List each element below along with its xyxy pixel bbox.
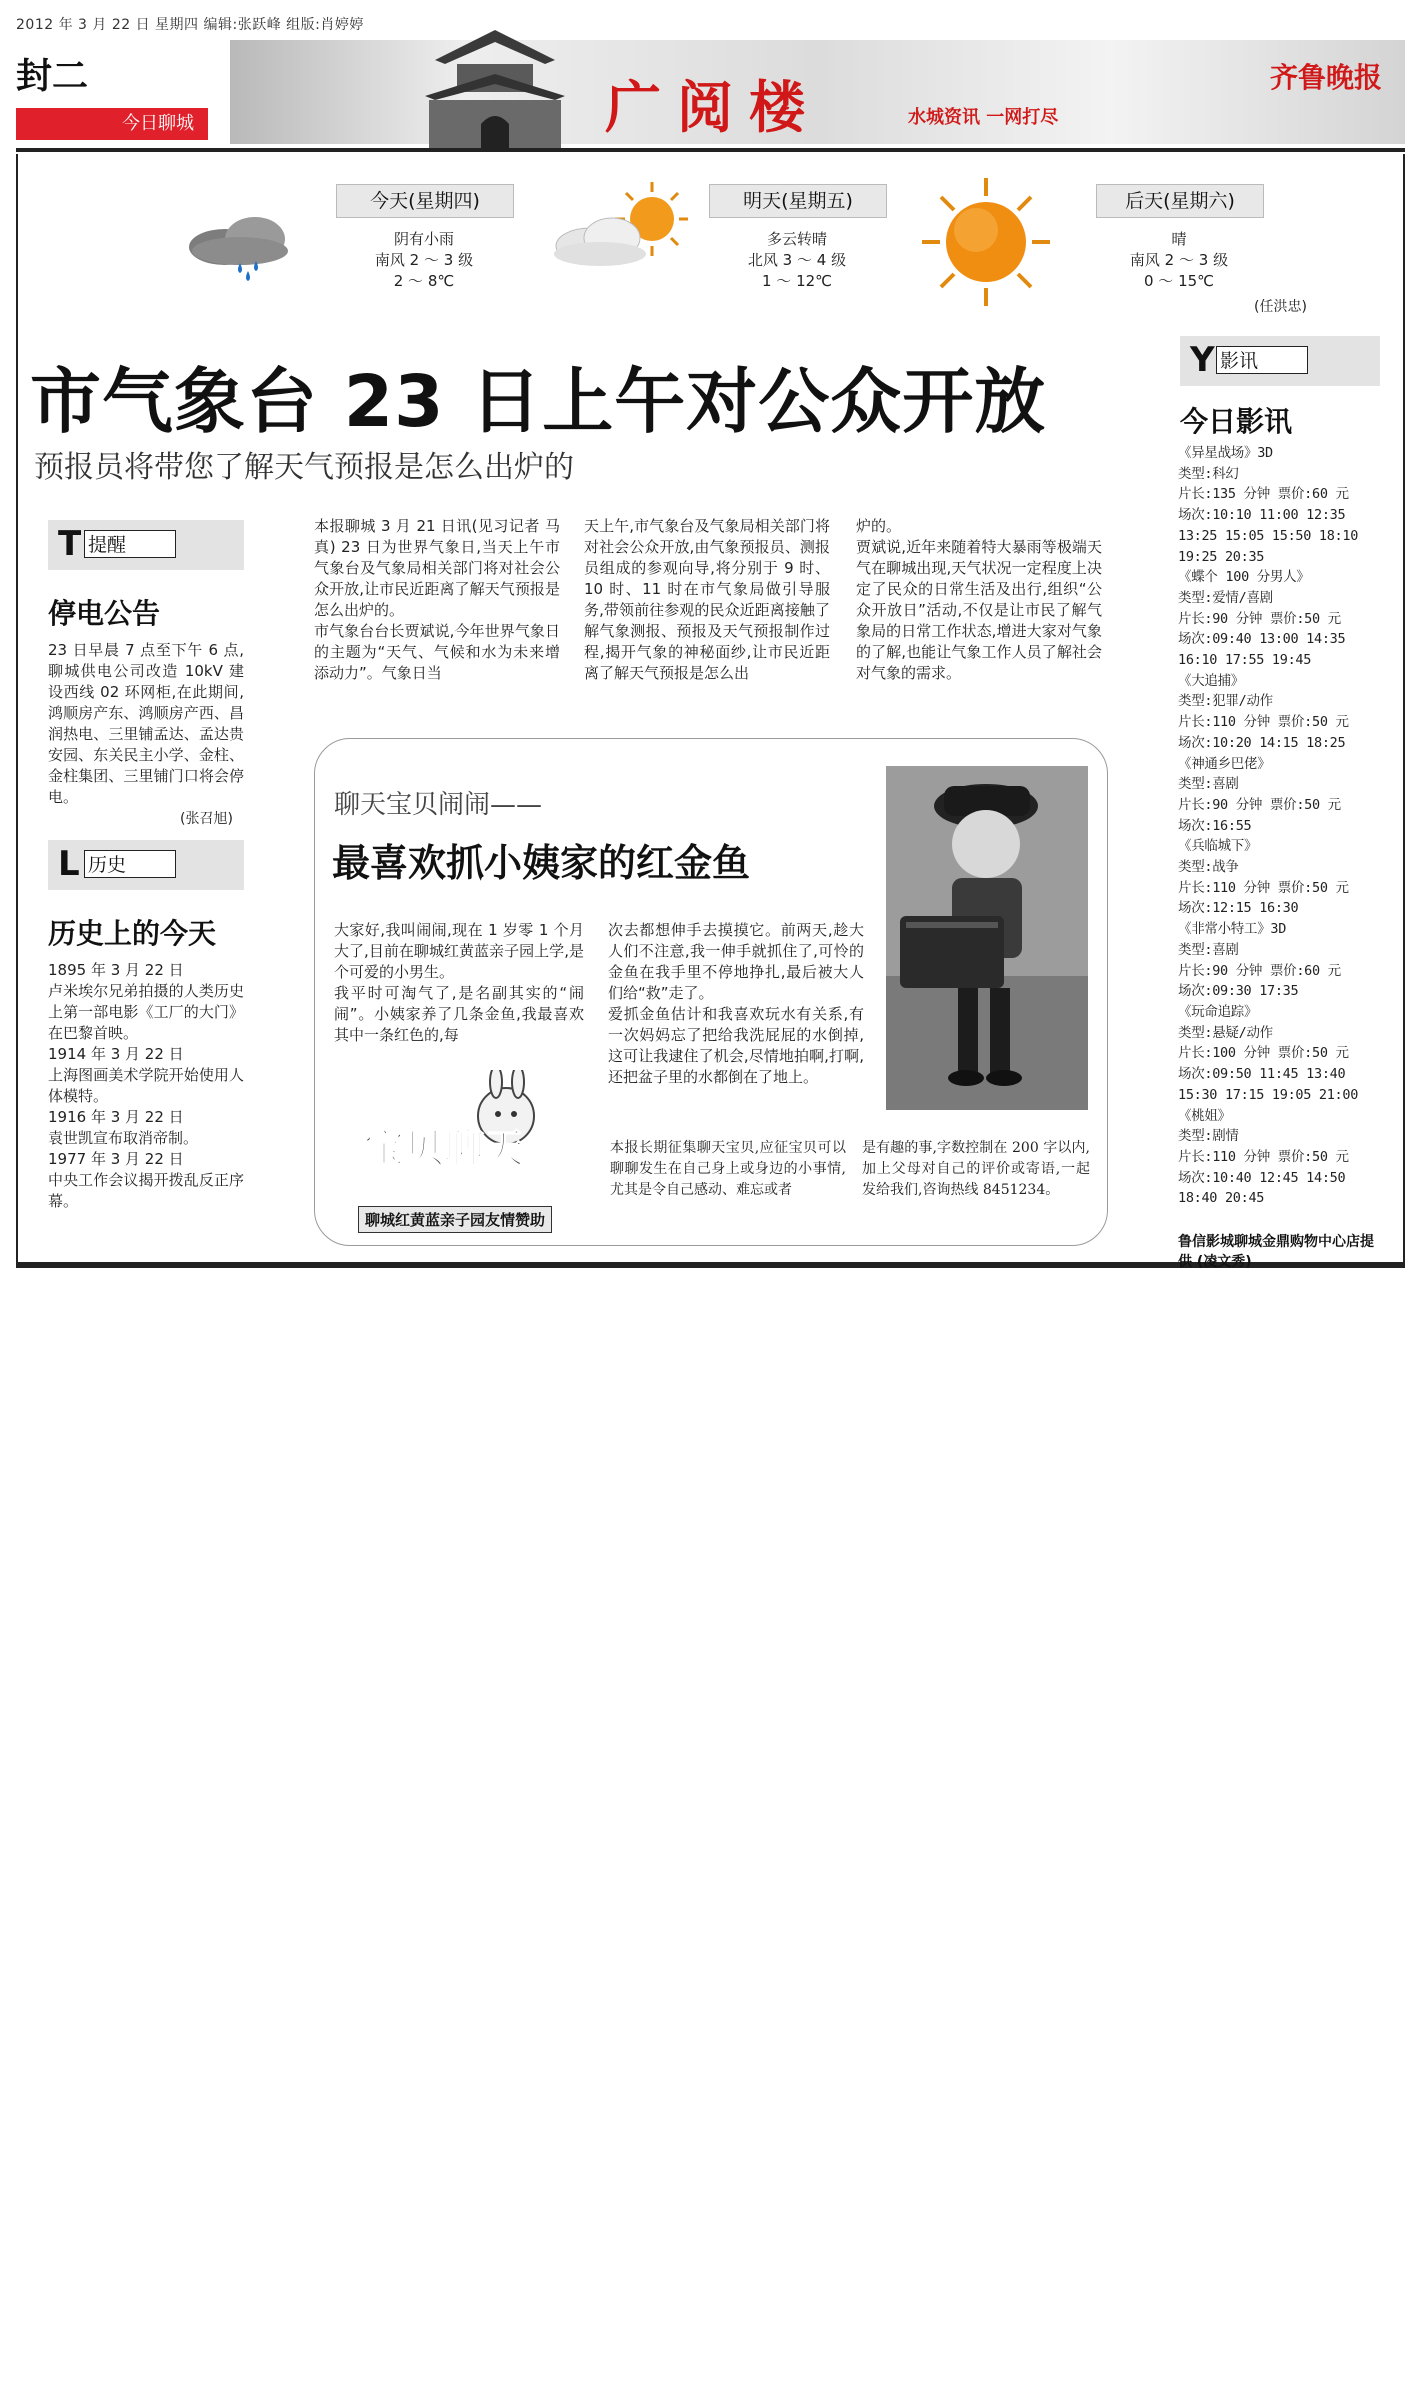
article-column-3: 炉的。 贾斌说,近年来随着特大暴雨等极端天气在聊城出现,天气状况一定程度上决定了民众的日常生活及出行,组织“公众开放日”活动,不仅是让市民了解气象局的日常工作状态,增进大家对气象的了解,也能让气象工作人员了解社会对气象的需求。: [856, 517, 1102, 682]
sun-icon: [918, 174, 1054, 310]
weather-tomorrow-wind: 北风 3 ～ 4 级: [747, 251, 847, 269]
article-column-2: 天上午,市气象台及气象局相关部门将对社会公众开放,由气象预报员、测报员组成的参观向导,将分别于 9 时、10 时、11 时在市气象局做引导服务,带领前往参观的民众近距离接触了解气象测报、预报及天气预报制作过程,揭开气象的神秘面纱,让市民近距离了解天气预报是怎么出: [584, 517, 830, 682]
movies-label: 影讯: [1216, 346, 1308, 374]
reminder-label: 提醒: [84, 530, 176, 558]
drum-tower-icon: [395, 20, 595, 148]
weather-today-temp: 2 ～ 8℃: [393, 272, 455, 290]
card-notice-1: 本报长期征集聊天宝贝,应征宝贝可以聊聊发生在自己身上或身边的小事情,尤其是令自己感动、难忘或者: [610, 1140, 846, 1198]
weather-dayafter-label: 后天(星期六): [1096, 184, 1264, 218]
movies-provider: 鲁信影城聊城金鼎购物中心店提供 (凌文秀): [1178, 1234, 1374, 1270]
weather-tomorrow-condition: 多云转晴: [766, 230, 827, 248]
history-body: 1895 年 3 月 22 日 卢米埃尔兄弟拍摄的人类历史上第一部电影《工厂的大门》在巴黎首映。 1914 年 3 月 22 日 上海图画美术学院开始使用人体模特。 1916 年 3 月 22 日 袁世凯宣布取消帝制。 1977 年 3 月 22 日 中央工作会议揭开拨乱反正序幕。: [48, 961, 244, 1210]
rain-cloud-icon: [180, 205, 310, 285]
movies-box-header: [1180, 336, 1380, 386]
weather-tomorrow-label: 明天(星期五): [709, 184, 887, 218]
partly-cloudy-icon: [548, 180, 688, 290]
card-column-1: 大家好,我叫闹闹,现在 1 岁零 1 个月大了,目前在聊城红黄蓝亲子园上学,是个可爱的小男生。 我平时可淘气了,是名副其实的“闹闹”。小姨家养了几条金鱼,我最喜欢其中一条红色的,每: [334, 921, 584, 1044]
baby-photo-illustration: [886, 766, 1088, 1110]
card-title: 最喜欢抓小姨家的红金鱼: [332, 841, 751, 885]
card-notice-2: 是有趣的事,字数控制在 200 字以内,加上父母对自己的评价或寄语,一起发给我们,咨询热线 8451234。: [862, 1140, 1090, 1198]
weather-dayafter-details: [1096, 229, 1262, 292]
article-column-1: 本报聊城 3 月 21 日讯(见习记者 马真) 23 日为世界气象日,当天上午市气象台及气象局相关部门将对社会公众开放,让市民近距离了解天气预报是怎么出炉的。 市气象台台长贾斌说,今年世界气象日的主题为“天气、气候和水为未来增添动力”。气象日当: [314, 517, 560, 682]
weather-today-condition: 阴有小雨: [393, 230, 454, 248]
date-line: 2012 年 3 月 22 日 星期四 编辑:张跃峰 组版:肖婷婷: [16, 17, 364, 33]
card-column-2: 次去都想伸手去摸摸它。前两天,趁大人们不注意,我一伸手就抓住了,可怜的金鱼在我手里不停地挣扎,最后被大人们给“救”走了。 爱抓金鱼估计和我喜欢玩水有关系,有一次妈妈忘了把给我洗屁屁的水倒掉,这可让我逮住了机会,尽情地拍啊,打啊,还把盆子里的水都倒在了地上。: [608, 921, 864, 1086]
baby-chat-logo: [356, 1070, 578, 1200]
reminder-letter: T: [58, 524, 82, 564]
history-label: 历史: [84, 850, 176, 878]
weather-tomorrow-temp: 1 ～ 12℃: [761, 272, 832, 290]
movies-listing: 《异星战场》3D 类型:科幻 片长:135 分钟 票价:60 元 场次:10:10 11:00 12:35 13:25 15:05 15:50 18:10 19:25 20:35 《蝶个 100 分男人》 类型:爱情/喜剧 片长:90 分钟 票价:50 元 场次:09:40 13:00 14:35 16:10 17:55 19:45 《大追捕》 类型:犯罪/动作 片长:110 分钟 票价:50 元 场次:10:20 14:15 18:25 《神通乡巴佬》 类型:喜剧 片长:90 分钟 票价:50 元 场次:16:55 《兵临城下》 类型:战争 片长:110 分钟 票价:50 元 场次:12:15 16:30 《非常小特工》3D 类型:喜剧 片长:90 分钟 票价:60 元 场次:09:30 17:35 《玩命追踪》 类型:悬疑/动作 片长:100 分钟 票价:50 元 场次:09:50 11:45 13:40 15:30 17:15 19:05 21:00 《桃姐》 类型:剧情 片长:110 分钟 票价:50 元 场次:10:40 12:45 14:50 18:40 20:45: [1178, 445, 1359, 1207]
weather-today-wind: 南风 2 ～ 3 级: [374, 251, 474, 269]
movies-letter: Y: [1190, 340, 1215, 380]
reminder-title: 停电公告: [48, 597, 161, 630]
baby-photo: [886, 766, 1088, 1110]
weather-today-label: 今天(星期四): [336, 184, 514, 218]
column-name: 广阅楼: [605, 75, 821, 141]
history-letter: L: [58, 844, 80, 884]
newspaper-logo: 齐鲁晚报: [1270, 61, 1383, 94]
section-tag: 今日聊城: [16, 108, 208, 140]
weather-dayafter-temp: 0 ～ 15℃: [1143, 272, 1214, 290]
history-title: 历史上的今天: [48, 917, 217, 950]
weather-credit: (任洪忠): [1254, 299, 1307, 315]
baby-chat-logo-text: 宝贝聊天: [364, 1126, 524, 1172]
section-title: 封二: [16, 56, 89, 97]
reminder-credit: (张召旭): [180, 811, 233, 827]
masthead-rule: [16, 148, 1405, 152]
reminder-box-header: [48, 520, 244, 570]
weather-tomorrow-details: [709, 229, 885, 292]
weather-dayafter-condition: 晴: [1171, 230, 1187, 248]
reminder-body: 23 日早晨 7 点至下午 6 点,聊城供电公司改造 10kV 建设西线 02 环网柜,在此期间,鸿顺房产东、鸿顺房产西、昌润热电、三里铺孟达、孟达贵安园、东关民主小学、金柱、金柱集团、三里铺门口将会停电。: [48, 641, 244, 806]
headline: 市气象台 23 日上午对公众开放: [30, 360, 1047, 443]
history-box-header: [48, 840, 244, 890]
weather-dayafter-wind: 南风 2 ～ 3 级: [1129, 251, 1229, 269]
column-slogan: 水城资讯 一网打尽: [908, 107, 1059, 128]
card-sponsor: 聊城红黄蓝亲子园友情赞助: [358, 1206, 552, 1233]
movies-title: 今日影讯: [1180, 405, 1293, 438]
subheadline: 预报员将带您了解天气预报是怎么出炉的: [34, 450, 574, 485]
weather-today-details: [336, 229, 512, 292]
card-kicker: 聊天宝贝闹闹——: [334, 790, 543, 820]
